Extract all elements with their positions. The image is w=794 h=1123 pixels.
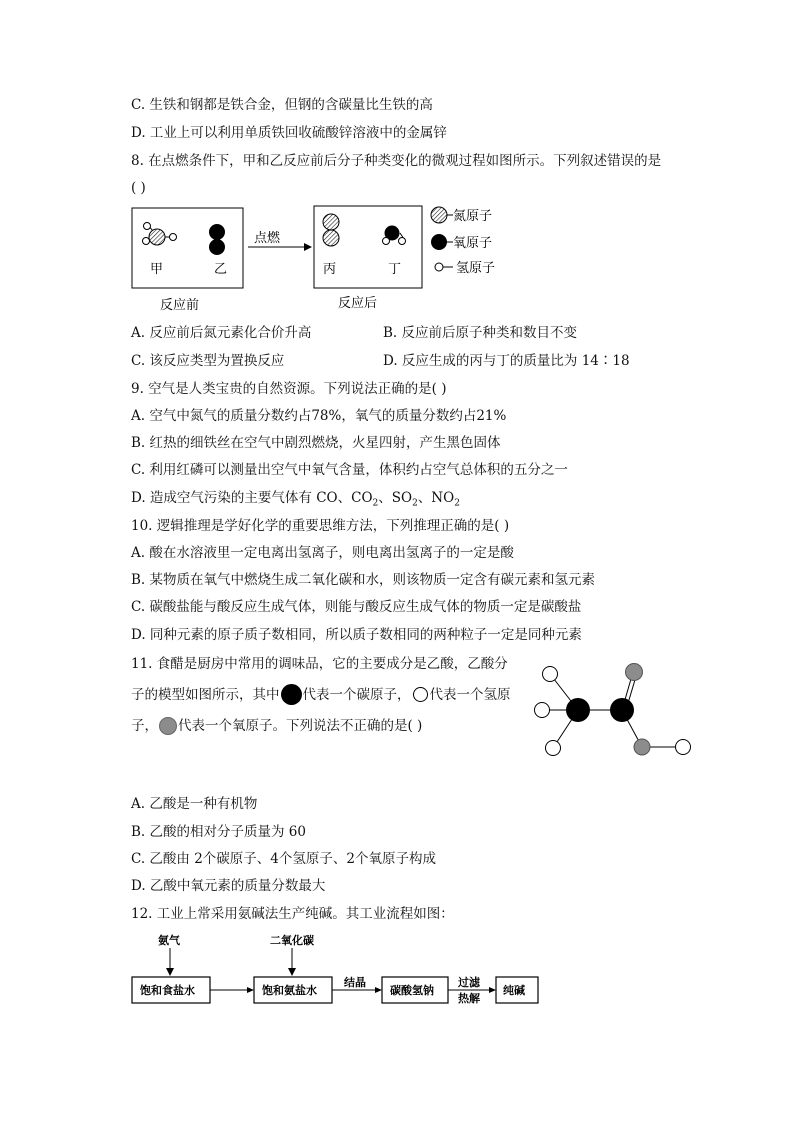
oxygen-atom-icon <box>159 717 177 735</box>
flow-step-pyrolysis: 热解 <box>458 992 480 1005</box>
legend-nitrogen-label: 氮原子 <box>453 209 493 224</box>
q11-option-d: D. 乙酸中氧元素的质量分数最大 <box>131 878 326 894</box>
q8-option-a: A. 反应前后氮元素化合价升高 <box>131 325 312 341</box>
q8-reaction-diagram <box>126 200 526 318</box>
q11-option-a: A. 乙酸是一种有机物 <box>131 796 258 812</box>
label-ding: 丁 <box>388 262 402 277</box>
legend-nitrogen <box>431 207 492 224</box>
carbon-atom <box>566 698 590 722</box>
legend-oxygen-label: 氧原子 <box>453 236 493 251</box>
flow-box-soda-ash-label: 纯碱 <box>503 984 525 997</box>
q8-option-c: C. 该反应类型为置换反应 <box>131 353 285 369</box>
q9-option-b: B. 红热的细铁丝在空气中剧烈燃烧，火星四射，产生黑色固体 <box>131 435 501 451</box>
q8-stem-line1: 8. 在点燃条件下，甲和乙反应前后分子种类变化的微观过程如图所示。下列叙述错误的是 <box>131 153 662 169</box>
q11-option-b: B. 乙酸的相对分子质量为 60 <box>131 824 306 840</box>
q9-stem: 9. 空气是人类宝贵的自然资源。下列说法正确的是( ) <box>131 381 447 397</box>
flow-box-brine-label: 饱和食盐水 <box>140 984 195 997</box>
carbon-atom-icon <box>281 684 302 705</box>
q11-line3: 子， 代表一个氧原子。下列说法不正确的是( ) <box>131 718 423 734</box>
q8-stem-line2: ( ) <box>131 180 146 196</box>
q11-option-c: C. 乙酸由 2个碳原子、4个氢原子、2个氧原子构成 <box>131 851 436 867</box>
acetic-acid-model <box>530 660 695 760</box>
flow-box-sodium-bicarbonate-label: 碳酸氢钠 <box>390 984 434 997</box>
q12-flowchart <box>128 930 548 1012</box>
q8-option-d: D. 反应生成的丙与丁的质量比为 14∶18 <box>383 353 630 369</box>
ammonia-molecule <box>143 223 177 246</box>
q10-stem: 10. 逻辑推理是学好化学的重要思维方法，下列推理正确的是( ) <box>131 518 510 534</box>
label-yi: 乙 <box>214 262 228 277</box>
q8-option-b: B. 反应前后原子种类和数目不变 <box>383 325 578 341</box>
water-molecule <box>383 226 406 245</box>
q10-option-b: B. 某物质在氧气中燃烧生成二氧化碳和水，则该物质一定含有碳元素和氢元素 <box>131 572 596 588</box>
legend-hydrogen-label: 氢原子 <box>456 261 496 276</box>
prev-option-c: C. 生铁和钢都是铁合金，但钢的含碳量比生铁的高 <box>131 97 433 113</box>
label-jia: 甲 <box>150 262 164 277</box>
flow-box-ammonia-brine-label: 饱和氨盐水 <box>262 984 317 997</box>
q9-option-d: D. 造成空气污染的主要气体有 CO、$CO_2$、$SO_2$、$NO_2$ <box>131 490 460 509</box>
carbon-atom <box>610 698 634 722</box>
label-bing: 丙 <box>323 262 337 277</box>
nitrogen-molecule <box>323 214 339 246</box>
flow-step-crystallize: 结晶 <box>344 976 366 989</box>
hydrogen-atom <box>543 667 558 682</box>
q9-option-c: C. 利用红磷可以测量出空气中氧气含量，体积约占空气总体积的五分之一 <box>131 462 568 478</box>
prev-option-d: D. 工业上可以利用单质铁回收硫酸锌溶液中的金属锌 <box>131 125 447 141</box>
q9-option-a: A. 空气中氮气的质量分数约占78%，氧气的质量分数约占21% <box>131 408 507 424</box>
hydrogen-atom <box>546 741 561 756</box>
oxygen-atom <box>634 739 650 755</box>
legend-hydrogen <box>435 261 495 276</box>
arrow-label: 点燃 <box>254 231 281 246</box>
flow-input-ammonia: 氨气 <box>158 934 180 947</box>
legend-oxygen <box>431 234 492 251</box>
after-caption: 反应后 <box>338 296 378 311</box>
q10-option-d: D. 同种元素的原子质子数相同，所以质子数相同的两种粒子一定是同种元素 <box>131 627 582 643</box>
oxygen-molecule <box>209 224 225 255</box>
oxygen-atom <box>626 664 643 681</box>
q10-option-c: C. 碳酸盐能与酸反应生成气体，则能与酸反应生成气体的物质一定是碳酸盐 <box>131 599 582 615</box>
q11-line1: 11. 食醋是厨房中常用的调味品，它的主要成分是乙酸，乙酸分 <box>131 656 508 672</box>
hydrogen-atom <box>535 703 550 718</box>
flow-input-co2: 二氧化碳 <box>270 934 314 947</box>
hydrogen-atom-icon <box>413 687 428 702</box>
flow-step-filter: 过滤 <box>458 976 480 989</box>
hydrogen-atom <box>676 740 691 755</box>
q11-line2: 子的模型如图所示，其中 代表一个碳原子， 代表一个氢原 <box>131 684 511 705</box>
q12-stem: 12. 工业上常采用氨碱法生产纯碱。其工业流程如图： <box>131 906 454 922</box>
q10-option-a: A. 酸在水溶液里一定电离出氢离子，则电离出氢离子的一定是酸 <box>131 545 514 561</box>
before-caption: 反应前 <box>160 298 200 313</box>
